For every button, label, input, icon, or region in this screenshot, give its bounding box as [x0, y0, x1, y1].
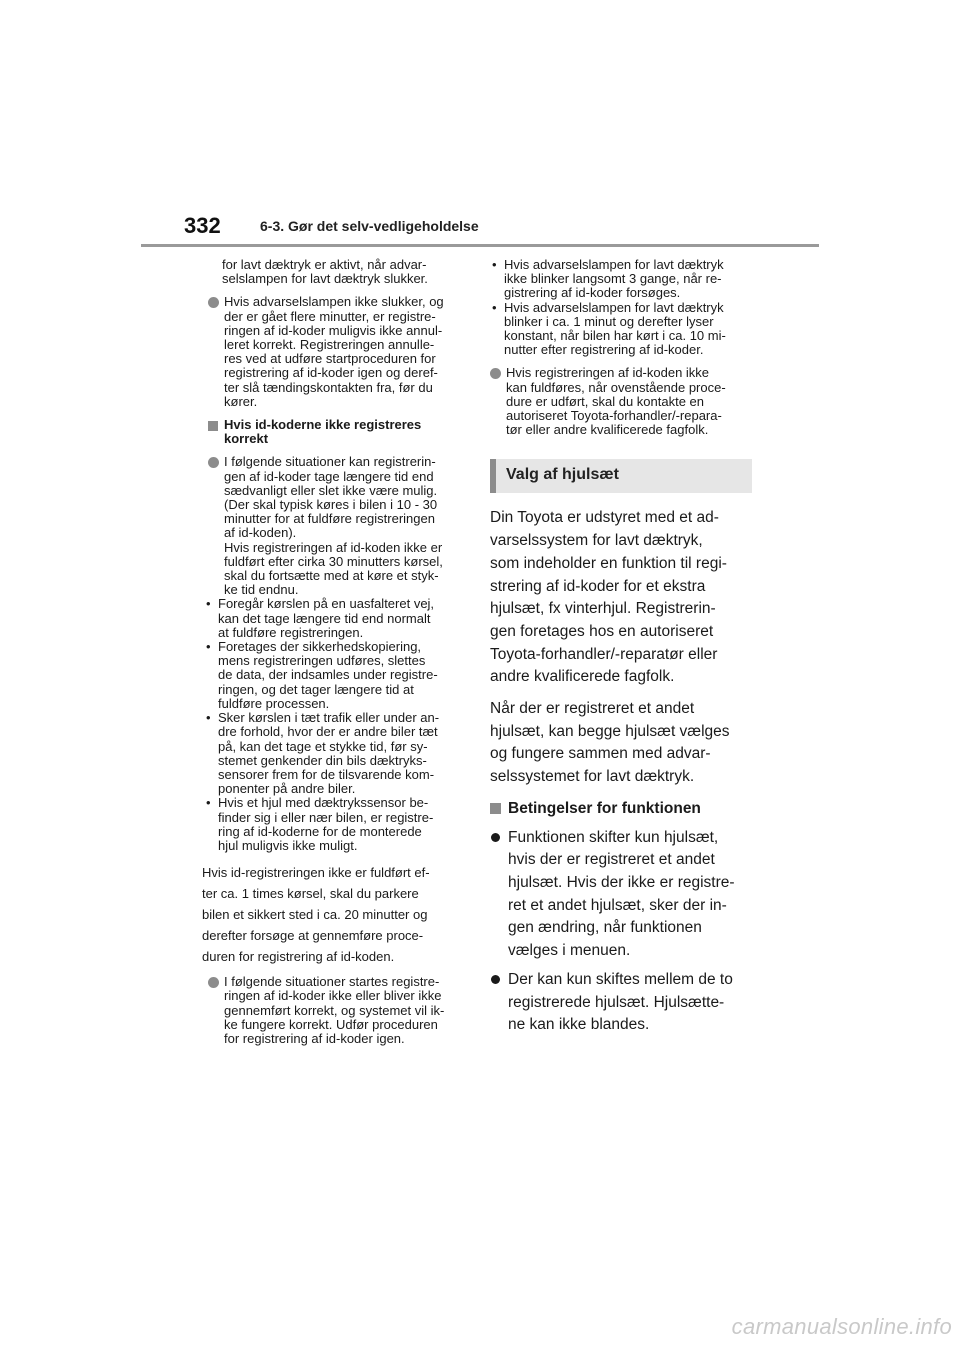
text-line: finder sig i eller nær bilen, er registre- [218, 809, 434, 825]
text-line: fuldføre processen. [218, 695, 330, 711]
text-line: Sker kørslen i tæt trafik eller under an- [218, 710, 440, 726]
circle-bullet-icon [208, 457, 219, 468]
text-line: Hvis et hjul med dæktrykssensor be- [218, 795, 429, 811]
bullet-list [204, 597, 468, 853]
heading-line: Hvis id-koderne ikke registreres [224, 417, 422, 433]
text-line: Hvis advarselslampen ikke slukker, og [224, 294, 444, 310]
text-line: af id-koden). [224, 525, 297, 541]
square-bullet-icon [490, 803, 501, 814]
section-banner [490, 459, 752, 493]
text-line: registrering af id-koder igen og deref- [224, 365, 438, 381]
text-line: gistrering af id-koder forsøges. [504, 285, 681, 301]
text-line: I følgende situationer startes registre- [224, 974, 440, 990]
text-line: Hvis registreringen af id-koden ikke [506, 365, 710, 381]
banner-title: Valg af hjulsæt [506, 466, 619, 484]
note-contact-dealer [490, 366, 756, 437]
text-line: ringen, og det tager længere tid at [218, 681, 414, 697]
continued-text [208, 258, 468, 286]
text-line: Hvis advarselslampen for lavt dæktryk [504, 257, 724, 272]
heading-line: korrekt [224, 431, 269, 447]
text-line: sensorer frem for de tilsvarende kom- [218, 766, 435, 782]
text-line: dre forhold, hvor der er andre biler tæt [218, 724, 438, 740]
text-line: at fuldføre registreringen. [218, 624, 364, 640]
text-line: minutter for at fuldføre registreringen [224, 511, 435, 527]
paragraph-intro [490, 507, 756, 689]
heading-line: Betingelser for funktionen [508, 799, 701, 817]
text-line: selssystemet for lavt dæktryk. [490, 768, 695, 786]
text-line: skal du fortsætte med at køre et styk- [224, 568, 439, 584]
note-situations [208, 455, 468, 597]
header-divider [141, 244, 819, 247]
text-line: hjulsæt, fx vinterhjul. Registrerin- [490, 600, 716, 618]
text-line: gennemført korrekt, og systemet vil ik- [224, 1002, 445, 1018]
text-line: Din Toyota er udstyret med et ad- [490, 509, 719, 527]
text-line: nutter efter registrering af id-koder. [504, 342, 704, 358]
dot-bullet-icon [491, 975, 500, 984]
text-line: der er gået flere minutter, er registre- [224, 308, 436, 324]
bullet-icon: • [492, 299, 497, 315]
text-line: hvis der er registreret et andet [508, 851, 715, 869]
text-line: hjulsæt. Hvis der ikke er registre- [508, 873, 735, 891]
list-item [490, 969, 756, 1037]
text-line: ringen af id-koder ikke eller bliver ikke [224, 988, 442, 1004]
text-line: leret korrekt. Registreringen annulle- [224, 337, 435, 353]
text-line: Hvis advarselslampen for lavt dæktryk [504, 299, 724, 315]
list-item [204, 640, 468, 711]
circle-bullet-icon [208, 297, 219, 308]
list-item [204, 796, 468, 853]
bullet-icon: • [206, 710, 211, 726]
text-line: for lavt dæktryk er aktivt, når advar- [222, 257, 427, 272]
text-line: kører. [224, 393, 258, 409]
text-line: de data, der indsamles under registre- [218, 667, 438, 683]
text-line: I følgende situationer kan registrerin- [224, 454, 436, 470]
text-line: og fungere sammen med advar- [490, 745, 711, 763]
text-line: på, kan det tage et stykke tid, før sy- [218, 738, 428, 754]
bullet-list [490, 258, 756, 357]
text-line: stemet genkender din bils dæktryks- [218, 752, 427, 768]
text-line: kan fuldføres, når ovenstående proce- [506, 379, 726, 395]
text-line: fuldført efter cirka 30 minutters kørsel, [224, 553, 443, 569]
text-line: som indeholder en funktion til regi- [490, 554, 727, 572]
text-line: hjul muligvis ikke muligt. [218, 837, 358, 853]
paragraph-registration [202, 862, 468, 967]
text-line: ke fungere korrekt. Udfør proceduren [224, 1016, 438, 1032]
text-line: gen af id-koder tage længere tid end [224, 468, 434, 484]
subheading-conditions [490, 798, 756, 821]
text-line: ringen af id-koder muligvis ikke annul- [224, 322, 443, 338]
text-line: ter slå tændingskontakten fra, før du [224, 379, 433, 395]
text-line: registrerede hjulsæt. Hjulsætte- [508, 993, 725, 1011]
text-line: konstant, når bilen har kørt i ca. 10 mi- [504, 328, 726, 344]
list-item [490, 827, 756, 963]
dot-bullet-icon [491, 833, 500, 842]
text-line: andre kvalificerede fagfolk. [490, 668, 675, 686]
note-warning-lamp [208, 295, 468, 409]
bullet-icon: • [206, 639, 211, 655]
left-column [202, 257, 468, 1055]
bullet-icon: • [206, 795, 211, 811]
text-line: Toyota-forhandler/-reparatør eller [490, 645, 718, 663]
text-line: tør eller andre kvalificerede fagfolk. [506, 422, 709, 438]
bullet-icon: • [492, 257, 497, 272]
text-line: sædvanligt eller slet ikke være mulig. [224, 482, 438, 498]
text-line: kan det tage længere tid end normalt [218, 610, 431, 626]
list-item [490, 258, 756, 301]
right-column [490, 258, 756, 1043]
text-line: Hvis registreringen af id-koden ikke er [224, 539, 443, 555]
square-bullet-icon [208, 421, 218, 431]
circle-bullet-icon [208, 977, 219, 988]
text-line: Foregår kørslen på en uasfalteret vej, [218, 596, 435, 612]
text-line: gen ændring, når funktionen [508, 919, 702, 937]
text-line: derefter forsøge at gennemføre proce- [202, 928, 424, 944]
text-line: mens registreringen udføres, slettes [218, 653, 426, 669]
text-line: ret et andet hjulsæt, sker der in- [508, 896, 727, 914]
watermark-text: carmanualsonline.info [731, 1314, 952, 1339]
text-line: duren for registrering af id-koden. [202, 949, 395, 965]
text-line: ikke blinker langsomt 3 gange, når re- [504, 271, 722, 287]
text-line: blinker i ca. 1 minut og derefter lyser [504, 313, 714, 329]
paragraph-second-set [490, 698, 756, 789]
text-line: Når der er registreret et andet [490, 700, 695, 718]
list-item [204, 711, 468, 796]
text-line: selslampen for lavt dæktryk slukker. [222, 271, 428, 287]
text-line: strering af id-koder for et ekstra [490, 577, 706, 595]
text-line: varselssystem for lavt dæktryk, [490, 532, 703, 550]
text-line: ke tid endnu. [224, 582, 299, 598]
text-line: Foretages der sikkerhedskopiering, [218, 639, 422, 655]
subheading-registration [208, 418, 468, 446]
text-line: vælges i menuen. [508, 942, 631, 960]
section-title: 6-3. Gør det selv-vedligeholdelse [260, 218, 479, 234]
text-line: bilen et sikkert sted i ca. 20 minutter og [202, 907, 428, 923]
text-line: hjulsæt, kan begge hjulsæt vælges [490, 722, 730, 740]
text-line: ponenter på andre biler. [218, 781, 356, 797]
page-number: 332 [184, 213, 221, 238]
page-header [0, 0, 960, 250]
text-line: ne kan ikke blandes. [508, 1016, 650, 1034]
text-line: Funktionen skifter kun hjulsæt, [508, 828, 719, 846]
text-line: dure er udført, skal du kontakte en [506, 393, 704, 409]
text-line: (Der skal typisk køres i bilen i 10 - 30 [224, 497, 438, 513]
note-failed-registration [208, 975, 468, 1046]
text-line: for registrering af id-koder igen. [224, 1030, 405, 1046]
banner-accent [490, 459, 496, 493]
text-line: gen foretages hos en autoriseret [490, 622, 714, 640]
circle-bullet-icon [490, 368, 501, 379]
text-line: Hvis id-registreringen ikke er fuldført ef- [202, 865, 430, 881]
text-line: ring af id-koderne for de monterede [218, 823, 422, 839]
text-line: autoriseret Toyota-forhandler/-repara- [506, 408, 722, 424]
bullet-icon: • [206, 596, 211, 612]
text-line: res ved at udføre startproceduren for [224, 351, 436, 367]
list-item [204, 597, 468, 640]
watermark [570, 1304, 960, 1354]
list-item [490, 301, 756, 358]
text-line: ter ca. 1 times kørsel, skal du parkere [202, 886, 419, 902]
text-line: Der kan kun skiftes mellem de to [508, 970, 733, 988]
